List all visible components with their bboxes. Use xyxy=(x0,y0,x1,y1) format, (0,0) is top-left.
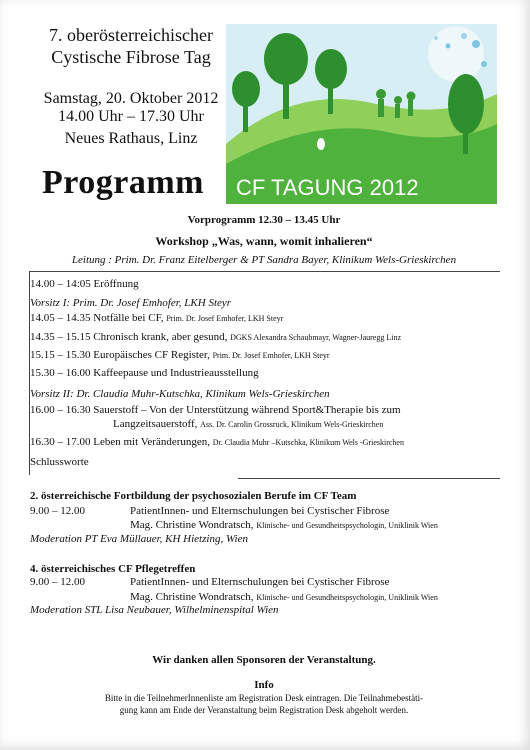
row-speaker: Prim. Dr. Josef Emhofer, LKH Steyr xyxy=(166,314,284,323)
row-main: 15.15 – 15.30 Europäisches CF Register, xyxy=(30,349,210,361)
speaker-role: Klinische- und Gesundheitspsychologin, Uniklinik Wien xyxy=(256,521,438,530)
divider-top xyxy=(30,271,500,272)
program-row-chronisch xyxy=(30,331,401,344)
fortbildung-speaker xyxy=(130,519,438,532)
event-title-line1: 7. oberösterreichischer xyxy=(49,25,213,45)
pflege-speaker xyxy=(130,591,438,604)
info-line-1: Bitte in die TeilnehmerInnenliste am Registration Desk eintragen. Die Teilnahmebestäti- xyxy=(104,693,424,703)
row-main: 14.35 – 15.15 Chronisch krank, aber gesund, xyxy=(30,331,228,343)
fortbildung-title: 2. österreichische Fortbildung der psychosozialen Berufe im CF Team xyxy=(30,490,357,502)
event-venue: Neues Rathaus, Linz xyxy=(64,130,198,147)
fortbildung-topic: PatientInnen- und Elternschulungen bei Cystischer Fibrose xyxy=(130,505,390,517)
sponsor-thanks: Wir danken allen Sponsoren der Veranstaltung. xyxy=(152,654,376,666)
cf-tagung-banner xyxy=(226,24,497,204)
divider-mid xyxy=(238,478,500,479)
event-date: Samstag, 20. Oktober 2012 xyxy=(43,90,219,107)
row-main: 14.00 – 14:05 Eröffnung xyxy=(30,278,139,290)
info-title: Info xyxy=(254,679,274,691)
event-title-line2: Cystische Fibrose Tag xyxy=(51,47,211,67)
fortbildung-time: 9.00 – 12.00 xyxy=(30,505,85,517)
pflege-title: 4. österreichisches CF Pflegetreffen xyxy=(30,563,196,575)
program-heading: Programm xyxy=(42,164,204,201)
program-row-sauerstoff-cont xyxy=(113,418,383,431)
row-main: 16.30 – 17.00 Leben mit Veränderungen, xyxy=(30,436,211,448)
program-row-kaffeepause xyxy=(30,367,259,380)
pflege-time: 9.00 – 12.00 xyxy=(30,576,85,588)
event-time: 14.00 Uhr – 17.30 Uhr xyxy=(58,108,204,125)
schlussworte: Schlussworte xyxy=(30,456,89,468)
vorprogramm-time: Vorprogramm 12.30 – 13.45 Uhr xyxy=(187,214,341,226)
fortbildung-moderation: Moderation PT Eva Müllauer, KH Hietzing, Wien xyxy=(30,533,248,545)
speaker-name: Mag. Christine Wondratsch, xyxy=(130,519,254,531)
event-title xyxy=(30,24,232,68)
row-main: 16.00 – 16.30 Sauerstoff – Von der Unterstützung während Sport&Therapie bis zum xyxy=(30,404,401,416)
banner-text: CF TAGUNG 2012 xyxy=(236,175,419,200)
pflege-topic: PatientInnen- und Elternschulungen bei Cystischer Fibrose xyxy=(130,576,390,588)
row-main: 14.05 – 14.35 Notfälle bei CF, xyxy=(30,312,164,324)
row-main: 15.30 – 16.00 Kaffeepause und Industrieausstellung xyxy=(30,367,259,379)
row-speaker: Ass. Dr. Carolin Grossruck, Klinikum Wels-Grieskirchen xyxy=(200,420,384,429)
program-row-sauerstoff xyxy=(30,404,401,417)
row-main: Langzeitsauerstoff, xyxy=(113,418,198,430)
workshop-title: Workshop „Was, wann, womit inhalieren“ xyxy=(155,234,373,248)
info-line-2: gung kann am Ende der Veranstaltung beim Registration Desk abgeholt werden. xyxy=(119,705,409,715)
row-speaker: Dr. Claudia Muhr –Kutschka, Klinikum Wels -Grieskirchen xyxy=(212,438,404,447)
pflege-moderation: Moderation STL Lisa Neubauer, Wilhelminenspital Wien xyxy=(30,604,279,616)
program-row-notfaelle xyxy=(30,312,283,325)
speaker-role: Klinische- und Gesundheitspsychologin, Uniklinik Wien xyxy=(256,593,438,602)
row-speaker: Prim. Dr. Josef Emhofer, LKH Steyr xyxy=(212,351,330,360)
speaker-name: Mag. Christine Wondratsch, xyxy=(130,591,254,603)
program-row-register xyxy=(30,349,330,362)
event-date-block xyxy=(30,90,232,148)
row-speaker: DGKS Alexandra Schaubmayr, Wagner-Jauregg Linz xyxy=(230,333,402,342)
vorsitz-2: Vorsitz II: Dr. Claudia Muhr-Kutschka, Klinikum Wels-Grieskirchen xyxy=(30,388,330,400)
vorsitz-1: Vorsitz I: Prim. Dr. Josef Emhofer, LKH Steyr xyxy=(30,297,232,309)
program-row-leben xyxy=(30,436,404,449)
program-row-eroeffnung xyxy=(30,278,139,291)
workshop-leitung: Leitung : Prim. Dr. Franz Eitelberger & PT Sandra Bayer, Klinikum Wels-Grieskirchen xyxy=(71,254,457,266)
